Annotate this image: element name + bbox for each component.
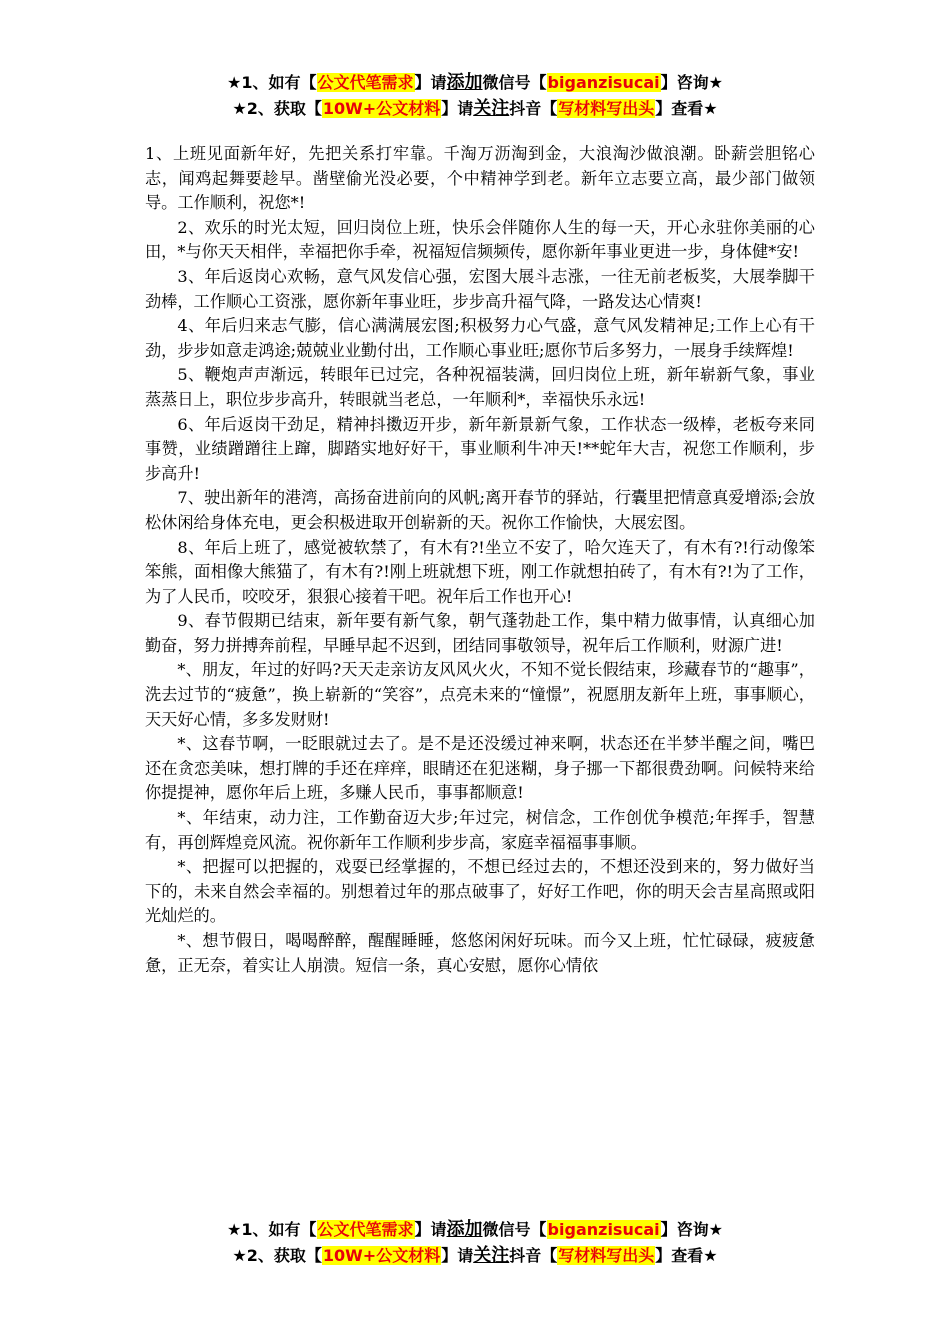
paragraph: 4、年后归来志气膨，信心满满展宏图;积极努力心气盛，意气风发精神足;工作上心有干劲，步步如意走鸿途;兢兢业业勤付出，工作顺心事业旺;愿你节后多努力，一展身手续辉煌!	[145, 316, 815, 360]
highlight-douyin-id: 写材料写出头	[558, 1246, 655, 1265]
highlight-service: 公文代笔需求	[317, 1220, 414, 1239]
highlight-service: 公文代笔需求	[317, 73, 414, 92]
underlined-add: 添加	[446, 72, 483, 93]
paragraph: *、把握可以把握的，戏耍已经掌握的，不想已经过去的，不想还没到来的，努力做好当下的，未来自然会幸福的。别想着过年的那点破事了，好好工作吧，你的明天会吉星高照或阳光灿烂的。	[145, 857, 815, 926]
highlight-wechat-id: biganzisucai	[547, 1220, 660, 1239]
star-icon: ★	[703, 1246, 718, 1265]
paragraph: *、朋友，年过的好吗?天天走亲访友风风火火，不知不觉长假结束，珍藏春节的“趣事”，洗去过节的“疲惫”，换上崭新的“笑容”，点亮未来的“憧憬”，祝愿朋友新年上班，事事顺心，天天好心情，多多发财财!	[145, 660, 815, 729]
star-icon: ★	[232, 99, 247, 118]
paragraph: 9、春节假期已结束，新年要有新气象，朝气蓬勃赴工作，集中精力做事情，认真细心加勤奋，努力拼搏奔前程，早睡早起不迟到，团结同事敬领导，祝年后工作顺利，财源广进!	[145, 611, 815, 655]
document-body	[145, 142, 815, 978]
highlight-materials: 10W+公文材料	[322, 1246, 441, 1265]
star-icon: ★	[232, 1246, 247, 1265]
highlight-wechat-id: biganzisucai	[547, 73, 660, 92]
underlined-follow: 关注	[473, 98, 510, 119]
star-icon: ★	[227, 1220, 242, 1239]
banner-line-1: ★1、如有【公文代笔需求】请添加微信号【biganzisucai】咨询★	[227, 72, 723, 93]
paragraph: 7、驶出新年的港湾，高扬奋进前向的风帆;离开春节的驿站，行囊里把情意真爱增添;会放松休闲给身体充电，更会积极进取开创崭新的天。祝你工作愉快，大展宏图。	[145, 488, 815, 532]
paragraph: *、这春节啊，一眨眼就过去了。是不是还没缓过神来啊，状态还在半梦半醒之间，嘴巴还在贪恋美味，想打牌的手还在痒痒，眼睛还在犯迷糊，身子挪一下都很费劲啊。问候特来给你提提神，愿你年后上班，多赚人民币，事事都顺意!	[145, 734, 815, 803]
underlined-add: 添加	[446, 1219, 483, 1240]
paragraph: 8、年后上班了，感觉被软禁了，有木有?!坐立不安了，哈欠连天了，有木有?!行动像笨笨熊，面相像大熊猫了，有木有?!刚上班就想下班，刚工作就想拍砖了，有木有?!为了工作，为了人民币，咬咬牙，狠狠心接着干吧。祝年后工作也开心!	[145, 537, 815, 606]
star-icon: ★	[227, 73, 242, 92]
highlight-douyin-id: 写材料写出头	[558, 99, 655, 118]
paragraph: 3、年后返岗心欢畅，意气风发信心强，宏图大展斗志涨，一往无前老板奖，大展拳脚干劲棒，工作顺心工资涨，愿你新年事业旺，步步高升福气降，一路发达心情爽!	[145, 266, 815, 311]
paragraph: 5、鞭炮声声渐远，转眼年已过完，各种祝福装满，回归岗位上班，新年崭新气象，事业蒸蒸日上，职位步步高升，转眼就当老总，一年顺利*，幸福快乐永远!	[145, 365, 815, 409]
star-icon: ★	[708, 73, 723, 92]
banner-line-1: ★1、如有【公文代笔需求】请添加微信号【biganzisucai】咨询★	[227, 1219, 723, 1240]
paragraph: *、年结束，动力注，工作勤奋迈大步;年过完，树信念，工作创优争模范;年挥手，智慧有，再创辉煌竞风流。祝你新年工作顺利步步高，家庭幸福福事事顺。	[145, 808, 815, 852]
header-banner	[0, 70, 950, 122]
paragraph: 2、欢乐的时光太短，回归岗位上班，快乐会伴随你人生的每一天，开心永驻你美丽的心田，*与你天天相伴，幸福把你手牵，祝福短信频频传，愿你新年事业更进一步，身体健*安!	[145, 217, 815, 262]
footer-banner	[0, 1217, 950, 1269]
paragraph: *、想节假日，喝喝醉醉，醒醒睡睡，悠悠闲闲好玩味。而今又上班，忙忙碌碌，疲疲惫惫，正无奈，着实让人崩溃。短信一条，真心安慰，愿你心情依	[145, 931, 815, 975]
banner-line-2: ★2、获取【10W+公文材料】请关注抖音【写材料写出头】查看★	[232, 1245, 718, 1266]
banner-line-2: ★2、获取【10W+公文材料】请关注抖音【写材料写出头】查看★	[232, 98, 718, 119]
star-icon: ★	[703, 99, 718, 118]
star-icon: ★	[708, 1220, 723, 1239]
paragraph: 1、上班见面新年好，先把关系打牢靠。千淘万沥淘到金，大浪淘沙做浪潮。卧薪尝胆铭心志，闻鸡起舞要趁早。凿壁偷光没必要，个中精神学到老。新年立志要立高，最少部门做领导。工作顺利，祝您*!	[145, 144, 815, 213]
paragraph: 6、年后返岗干劲足，精神抖擞迈开步，新年新景新气象，工作状态一级棒，老板夸来同事赞，业绩蹭蹭往上蹿，脚踏实地好好干，事业顺利牛冲天!**蛇年大吉，祝您工作顺利，步步高升!	[145, 414, 815, 483]
highlight-materials: 10W+公文材料	[322, 99, 441, 118]
underlined-follow: 关注	[473, 1245, 510, 1266]
